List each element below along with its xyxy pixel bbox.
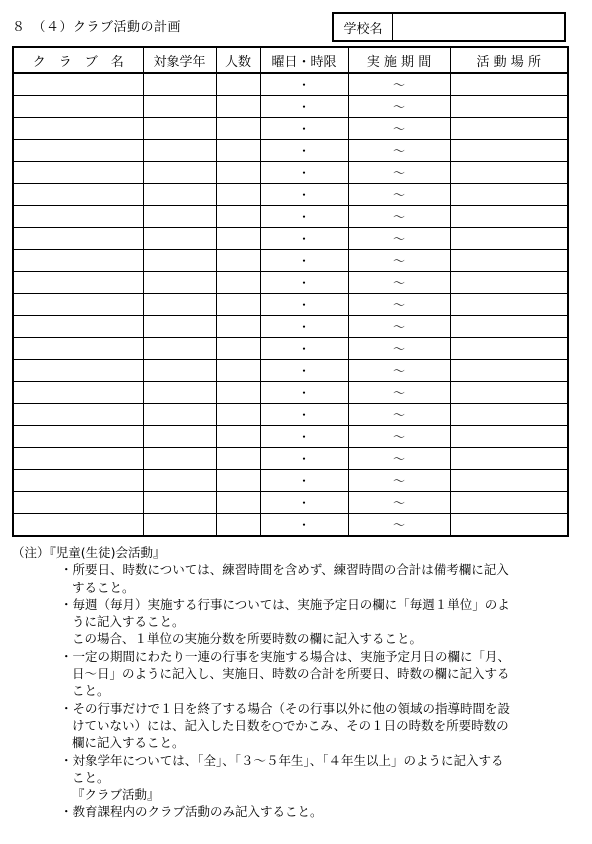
school-name-field[interactable] [393, 14, 564, 40]
cell-target-grade[interactable] [143, 404, 216, 426]
cell-day-period[interactable]: ・ [260, 448, 348, 470]
cell-implementation-period[interactable]: ～ [348, 316, 450, 338]
cell-member-count[interactable] [216, 184, 260, 206]
cell-target-grade[interactable] [143, 184, 216, 206]
cell-implementation-period[interactable]: ～ [348, 184, 450, 206]
note-line: 日～日」のように記入し、実施日、時数の合計を所要日、時数の欄に記入する [72, 666, 510, 682]
cell-member-count[interactable] [216, 272, 260, 294]
cell-member-count[interactable] [216, 492, 260, 514]
cell-activity-location[interactable] [450, 316, 568, 338]
cell-day-period[interactable]: ・ [260, 426, 348, 448]
cell-day-period[interactable]: ・ [260, 294, 348, 316]
cell-member-count[interactable] [216, 118, 260, 140]
cell-member-count[interactable] [216, 404, 260, 426]
cell-club-name[interactable] [13, 228, 143, 250]
cell-implementation-period[interactable]: ～ [348, 338, 450, 360]
cell-club-name[interactable] [13, 294, 143, 316]
cell-activity-location[interactable] [450, 206, 568, 228]
cell-day-period[interactable]: ・ [260, 382, 348, 404]
cell-club-name[interactable] [13, 96, 143, 118]
cell-target-grade[interactable] [143, 426, 216, 448]
cell-day-period[interactable]: ・ [260, 73, 348, 96]
cell-club-name[interactable] [13, 272, 143, 294]
cell-member-count[interactable] [216, 448, 260, 470]
table-row [13, 140, 568, 162]
cell-target-grade[interactable] [143, 96, 216, 118]
cell-target-grade[interactable] [143, 382, 216, 404]
table-header-row [13, 47, 568, 73]
header-day-period: 曜日・時限 [260, 47, 348, 73]
table-row [13, 294, 568, 316]
table-row [13, 228, 568, 250]
club-plan-table [12, 46, 569, 537]
cell-member-count[interactable] [216, 228, 260, 250]
cell-club-name[interactable] [13, 73, 143, 96]
table-row [13, 272, 568, 294]
cell-member-count[interactable] [216, 338, 260, 360]
cell-implementation-period[interactable]: ～ [348, 470, 450, 492]
cell-day-period[interactable]: ・ [260, 514, 348, 537]
cell-activity-location[interactable] [450, 404, 568, 426]
cell-activity-location[interactable] [450, 140, 568, 162]
note-line: ・その行事だけで１日を終了する場合（その行事以外に他の領域の指導時間を設 [60, 700, 511, 716]
cell-implementation-period[interactable]: ～ [348, 514, 450, 537]
cell-implementation-period[interactable]: ～ [348, 294, 450, 316]
cell-day-period[interactable]: ・ [260, 272, 348, 294]
cell-club-name[interactable] [13, 492, 143, 514]
cell-target-grade[interactable] [143, 514, 216, 537]
cell-activity-location[interactable] [450, 250, 568, 272]
table-row [13, 118, 568, 140]
cell-member-count[interactable] [216, 316, 260, 338]
cell-activity-location[interactable] [450, 382, 568, 404]
note-line: ・教育課程内のクラブ活動のみ記入すること。 [60, 804, 323, 820]
cell-target-grade[interactable] [143, 228, 216, 250]
cell-day-period[interactable]: ・ [260, 316, 348, 338]
cell-target-grade[interactable] [143, 294, 216, 316]
cell-implementation-period[interactable]: ～ [348, 228, 450, 250]
note-line: うに記入すること。 [72, 614, 185, 630]
note-line: 『クラブ活動』 [72, 787, 160, 803]
cell-target-grade[interactable] [143, 492, 216, 514]
cell-implementation-period[interactable]: ～ [348, 96, 450, 118]
cell-activity-location[interactable] [450, 360, 568, 382]
cell-member-count[interactable] [216, 140, 260, 162]
cell-target-grade[interactable] [143, 448, 216, 470]
table-body [13, 73, 568, 536]
cell-activity-location[interactable] [450, 73, 568, 96]
note-line: ・所要日、時数については、練習時間を含めず、練習時間の合計は備考欄に記入 [60, 562, 509, 578]
cell-member-count[interactable] [216, 470, 260, 492]
cell-member-count[interactable] [216, 426, 260, 448]
cell-target-grade[interactable] [143, 470, 216, 492]
cell-target-grade[interactable] [143, 73, 216, 96]
cell-activity-location[interactable] [450, 272, 568, 294]
cell-activity-location[interactable] [450, 118, 568, 140]
cell-target-grade[interactable] [143, 162, 216, 184]
cell-club-name[interactable] [13, 338, 143, 360]
cell-activity-location[interactable] [450, 162, 568, 184]
cell-target-grade[interactable] [143, 272, 216, 294]
cell-activity-location[interactable] [450, 96, 568, 118]
school-name-label: 学校名 [334, 14, 393, 40]
cell-day-period[interactable]: ・ [260, 250, 348, 272]
cell-club-name[interactable] [13, 514, 143, 537]
table-row [13, 470, 568, 492]
cell-club-name[interactable] [13, 118, 143, 140]
note-line: 欄に記入すること。 [72, 735, 185, 751]
note-line: ・対象学年については、「全」、「３～５年生」、「４年生以上」のように記入する [60, 752, 504, 768]
cell-member-count[interactable] [216, 73, 260, 96]
cell-activity-location[interactable] [450, 470, 568, 492]
cell-implementation-period[interactable]: ～ [348, 426, 450, 448]
cell-day-period[interactable]: ・ [260, 96, 348, 118]
cell-implementation-period[interactable]: ～ [348, 118, 450, 140]
cell-implementation-period[interactable]: ～ [348, 448, 450, 470]
table-row [13, 360, 568, 382]
cell-implementation-period[interactable]: ～ [348, 360, 450, 382]
cell-target-grade[interactable] [143, 338, 216, 360]
table-row [13, 448, 568, 470]
cell-club-name[interactable] [13, 316, 143, 338]
cell-implementation-period[interactable]: ～ [348, 492, 450, 514]
cell-club-name[interactable] [13, 470, 143, 492]
cell-day-period[interactable]: ・ [260, 360, 348, 382]
table-row [13, 338, 568, 360]
cell-club-name[interactable] [13, 206, 143, 228]
table-row [13, 184, 568, 206]
table-row [13, 382, 568, 404]
note-line: （注）『児童(生徒)会活動』 [12, 545, 166, 560]
table-row [13, 250, 568, 272]
cell-activity-location[interactable] [450, 184, 568, 206]
cell-member-count[interactable] [216, 382, 260, 404]
cell-implementation-period[interactable]: ～ [348, 206, 450, 228]
table-row [13, 404, 568, 426]
cell-target-grade[interactable] [143, 206, 216, 228]
cell-member-count[interactable] [216, 162, 260, 184]
cell-activity-location[interactable] [450, 492, 568, 514]
cell-day-period[interactable]: ・ [260, 206, 348, 228]
cell-implementation-period[interactable]: ～ [348, 404, 450, 426]
cell-club-name[interactable] [13, 448, 143, 470]
cell-club-name[interactable] [13, 162, 143, 184]
cell-activity-location[interactable] [450, 294, 568, 316]
cell-club-name[interactable] [13, 250, 143, 272]
cell-day-period[interactable]: ・ [260, 140, 348, 162]
note-line: この場合、１単位の実施分数を所要時数の欄に記入すること。 [72, 631, 423, 647]
note-line: こと。 [72, 683, 110, 699]
header-activity-location: 活 動 場 所 [450, 47, 568, 73]
school-name-box [332, 12, 566, 42]
cell-member-count[interactable] [216, 206, 260, 228]
note-line: すること。 [72, 579, 135, 595]
note-line: ・一定の期間にわたり一連の行事を実施する場合は、実施予定月日の欄に「月、 [60, 648, 511, 664]
cell-club-name[interactable] [13, 404, 143, 426]
cell-club-name[interactable] [13, 382, 143, 404]
cell-day-period[interactable]: ・ [260, 118, 348, 140]
cell-day-period[interactable]: ・ [260, 492, 348, 514]
table-row [13, 514, 568, 537]
cell-target-grade[interactable] [143, 360, 216, 382]
table-row [13, 206, 568, 228]
note-line: けていない）には、記入した日数を○でかこみ、その１日の時数を所要時数の [72, 717, 509, 733]
document-title: ８ （４）クラブ活動の計画 [12, 20, 182, 35]
header-target-grade: 対象学年 [143, 47, 216, 73]
cell-member-count[interactable] [216, 294, 260, 316]
cell-day-period[interactable]: ・ [260, 404, 348, 426]
notes-section [12, 544, 587, 821]
cell-implementation-period[interactable]: ～ [348, 73, 450, 96]
cell-day-period[interactable]: ・ [260, 162, 348, 184]
table-row [13, 316, 568, 338]
cell-implementation-period[interactable]: ～ [348, 162, 450, 184]
cell-day-period[interactable]: ・ [260, 470, 348, 492]
cell-member-count[interactable] [216, 514, 260, 537]
header-member-count: 人数 [216, 47, 260, 73]
table-row [13, 96, 568, 118]
cell-activity-location[interactable] [450, 338, 568, 360]
cell-day-period[interactable]: ・ [260, 228, 348, 250]
cell-activity-location[interactable] [450, 228, 568, 250]
cell-implementation-period[interactable]: ～ [348, 272, 450, 294]
cell-activity-location[interactable] [450, 514, 568, 537]
cell-implementation-period[interactable]: ～ [348, 250, 450, 272]
cell-implementation-period[interactable]: ～ [348, 382, 450, 404]
table-row [13, 162, 568, 184]
table-row [13, 492, 568, 514]
cell-club-name[interactable] [13, 426, 143, 448]
cell-club-name[interactable] [13, 140, 143, 162]
cell-activity-location[interactable] [450, 426, 568, 448]
cell-club-name[interactable] [13, 184, 143, 206]
cell-member-count[interactable] [216, 250, 260, 272]
cell-day-period[interactable]: ・ [260, 338, 348, 360]
cell-day-period[interactable]: ・ [260, 184, 348, 206]
cell-member-count[interactable] [216, 96, 260, 118]
cell-target-grade[interactable] [143, 316, 216, 338]
note-line: ・毎週（毎月）実施する行事については、実施予定日の欄に「毎週１単位」のよ [60, 596, 510, 612]
header-implementation-period: 実 施 期 間 [348, 47, 450, 73]
cell-target-grade[interactable] [143, 140, 216, 162]
cell-member-count[interactable] [216, 360, 260, 382]
table-row [13, 426, 568, 448]
note-line: こと。 [72, 769, 110, 785]
cell-club-name[interactable] [13, 360, 143, 382]
cell-target-grade[interactable] [143, 118, 216, 140]
cell-activity-location[interactable] [450, 448, 568, 470]
cell-target-grade[interactable] [143, 250, 216, 272]
cell-implementation-period[interactable]: ～ [348, 140, 450, 162]
table-row [13, 73, 568, 96]
header-club-name: ク ラ ブ 名 [13, 47, 143, 73]
